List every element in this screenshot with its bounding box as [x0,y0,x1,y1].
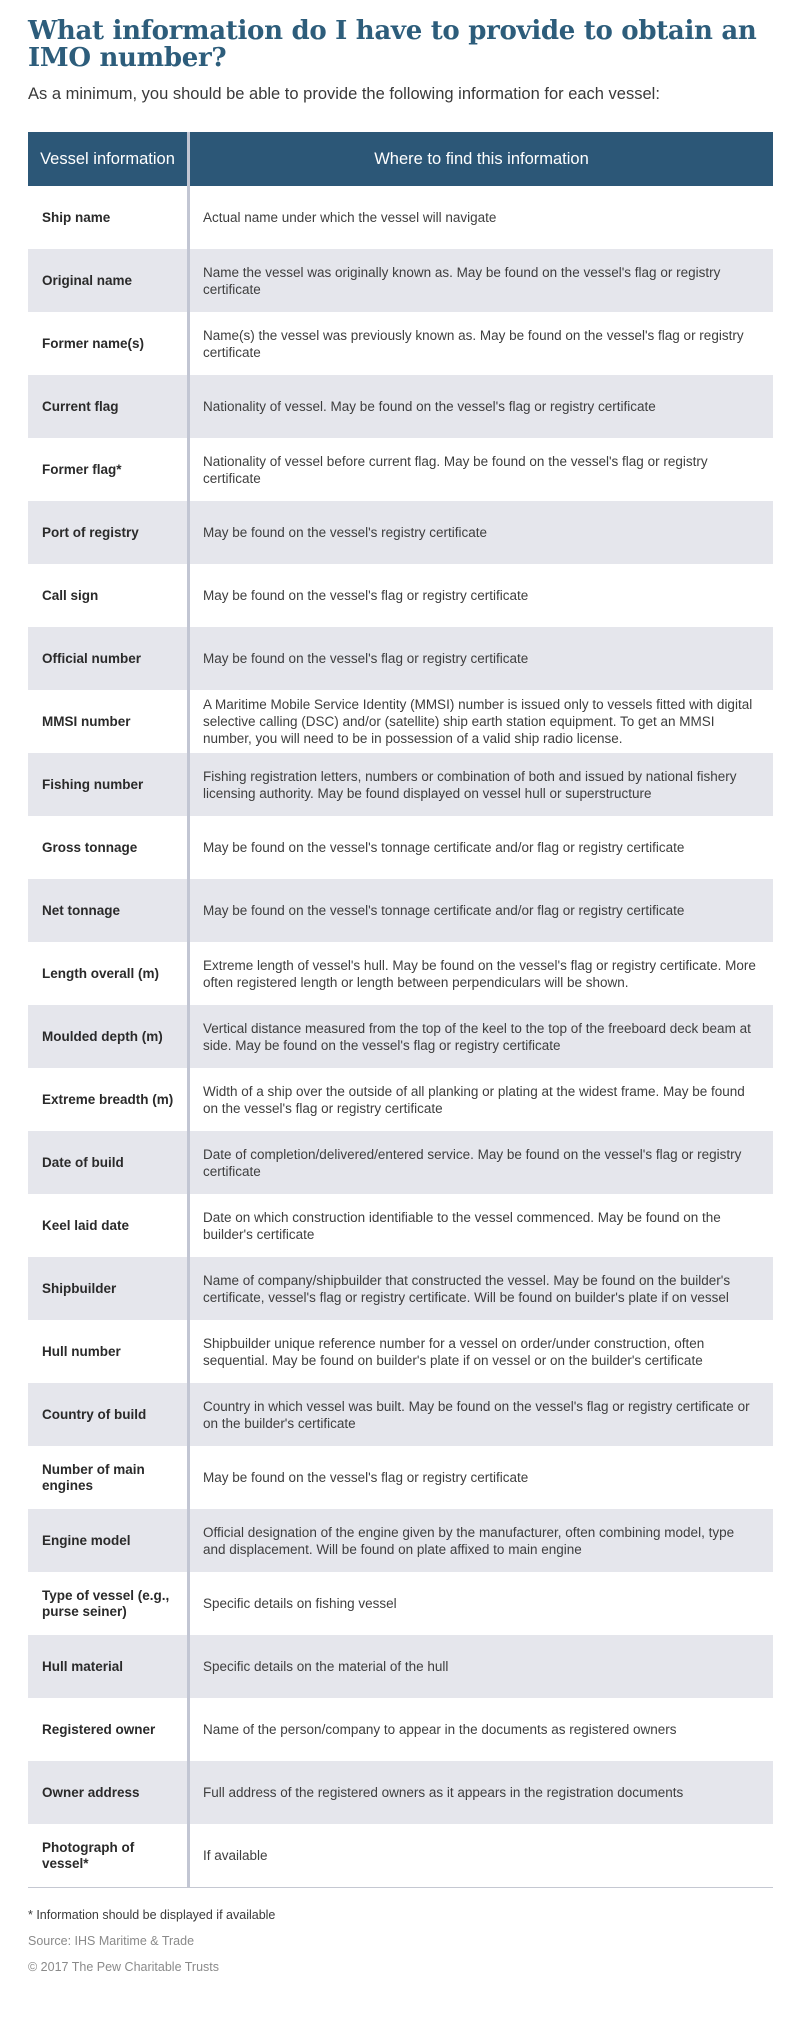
vessel-field-description: Specific details on fishing vessel [203,1596,397,1611]
vessel-field-label: Port of registry [28,501,190,564]
vessel-field-label: Current flag [28,375,190,438]
vessel-field-label: Number of main engines [28,1446,190,1509]
vessel-field-label: Ship name [28,186,190,249]
vessel-field-label: Date of build [28,1131,190,1194]
vessel-field-description: Name of company/shipbuilder that constructed the vessel. May be found on the builder's certificate, vessel's flag or registry certificate. Will be found on builder's plate if on vessel [203,1272,731,1305]
vessel-info-table [28,132,773,1888]
table-row [28,627,773,690]
vessel-field-label: Former flag* [28,438,190,501]
vessel-field-description: Specific details on the material of the hull [203,1659,449,1674]
vessel-field-label: Hull number [28,1320,190,1383]
table-row [28,564,773,627]
page [28,0,773,1974]
table-row [28,438,773,501]
vessel-field-label: Net tonnage [28,879,190,942]
table-row [28,1257,773,1320]
vessel-field-label: Official number [28,627,190,690]
vessel-field-description: May be found on the vessel's tonnage certificate and/or flag or registry certificate [203,840,685,855]
vessel-field-label: Keel laid date [28,1194,190,1257]
vessel-field-description: Shipbuilder unique reference number for a vessel on order/under construction, often sequential. May be found on builder's plate if on vessel or on the builder's certificate [203,1335,705,1368]
vessel-field-description: Name the vessel was originally known as. May be found on the vessel's flag or registry certificate [203,264,721,297]
vessel-field-label: MMSI number [28,690,190,753]
vessel-field-label: Former name(s) [28,312,190,375]
vessel-field-label: Owner address [28,1761,190,1824]
vessel-field-label: Photograph of vessel* [28,1824,190,1887]
vessel-field-description: Name of the person/company to appear in the documents as registered owners [203,1722,677,1737]
header-vessel-information: Vessel information [28,132,190,186]
table-bottom-rule [28,1887,773,1888]
table-row [28,1005,773,1068]
table-row [28,753,773,816]
table-row [28,1068,773,1131]
vessel-field-label: Shipbuilder [28,1257,190,1320]
vessel-field-description: May be found on the vessel's flag or registry certificate [203,1470,529,1485]
page-subtitle: As a minimum, you should be able to provide the following information for each vessel: [28,85,660,103]
vessel-field-label: Hull material [28,1635,190,1698]
vessel-field-description: May be found on the vessel's tonnage certificate and/or flag or registry certificate [203,903,685,918]
vessel-field-label: Gross tonnage [28,816,190,879]
vessel-field-label: Fishing number [28,753,190,816]
table-row [28,942,773,1005]
table-row [28,1824,773,1887]
vessel-field-description: Width of a ship over the outside of all planking or plating at the widest frame. May be found on the vessel's flag or registry certificate [203,1083,745,1116]
vessel-field-description: A Maritime Mobile Service Identity (MMSI) number is issued only to vessels fitted with digital selective calling (DSC) and/or (satellite) ship earth station equipment. To get an MMSI number, you will need to be in possession of a valid ship radio license. [203,697,753,746]
table-header [28,132,773,186]
vessel-field-description: May be found on the vessel's flag or registry certificate [203,651,529,666]
table-row [28,375,773,438]
vessel-field-label: Country of build [28,1383,190,1446]
table-body [28,186,773,1887]
source-line: Source: IHS Maritime & Trade [28,1934,195,1948]
vessel-field-label: Moulded depth (m) [28,1005,190,1068]
table-row [28,501,773,564]
vessel-field-label: Original name [28,249,190,312]
table-row [28,249,773,312]
footnote: * Information should be displayed if available [28,1908,276,1922]
table-row [28,1131,773,1194]
vessel-field-description: Nationality of vessel before current flag. May be found on the vessel's flag or registry certificate [203,453,708,486]
vessel-field-description: Official designation of the engine given by the manufacturer, often combining model, type and displacement. Will be found on plate affixed to main engine [203,1524,735,1557]
vessel-field-label: Length overall (m) [28,942,190,1005]
table-row [28,1383,773,1446]
table-row [28,1698,773,1761]
vessel-field-description: If available [203,1848,268,1863]
table-row [28,1572,773,1635]
table-row [28,186,773,249]
vessel-field-description: Actual name under which the vessel will navigate [203,210,497,225]
vessel-field-description: Extreme length of vessel's hull. May be found on the vessel's flag or registry certificate. More often registered length or length between perpendiculars will be shown. [203,957,756,990]
vessel-field-label: Registered owner [28,1698,190,1761]
vessel-field-description: Date on which construction identifiable to the vessel commenced. May be found on the builder's certificate [203,1209,721,1242]
vessel-field-label: Call sign [28,564,190,627]
footer [28,1907,773,1975]
vessel-field-description: May be found on the vessel's flag or registry certificate [203,588,529,603]
table-row [28,1509,773,1572]
vessel-field-description: Fishing registration letters, numbers or combination of both and issued by national fishery licensing authority. May be found displayed on vessel hull or superstructure [203,768,737,801]
vessel-field-description: Date of completion/delivered/entered service. May be found on the vessel's flag or registry certificate [203,1146,742,1179]
table-row [28,1446,773,1509]
header-where-to-find: Where to find this information [374,149,589,168]
vessel-field-label: Engine model [28,1509,190,1572]
vessel-field-description: Vertical distance measured from the top of the keel to the top of the freeboard deck beam at side. May be found on the vessel's flag or registry certificate [203,1020,751,1053]
table-row [28,1194,773,1257]
copyright-line: © 2017 The Pew Charitable Trusts [28,1960,220,1974]
table-row [28,690,773,753]
vessel-field-label: Extreme breadth (m) [28,1068,190,1131]
vessel-field-description: Country in which vessel was built. May be found on the vessel's flag or registry certificate or on the builder's certificate [203,1398,750,1431]
table-row [28,879,773,942]
table-row [28,816,773,879]
page-title: What information do I have to provide to obtain an IMO number? [28,16,757,73]
table-row [28,312,773,375]
vessel-field-label: Type of vessel (e.g., purse seiner) [28,1572,190,1635]
table-row [28,1320,773,1383]
table-row [28,1635,773,1698]
vessel-field-description: Full address of the registered owners as it appears in the registration documents [203,1785,684,1800]
vessel-field-description: May be found on the vessel's registry certificate [203,525,487,540]
vessel-field-description: Name(s) the vessel was previously known as. May be found on the vessel's flag or registry certificate [203,327,744,360]
table-row [28,1761,773,1824]
vessel-field-description: Nationality of vessel. May be found on the vessel's flag or registry certificate [203,399,656,414]
